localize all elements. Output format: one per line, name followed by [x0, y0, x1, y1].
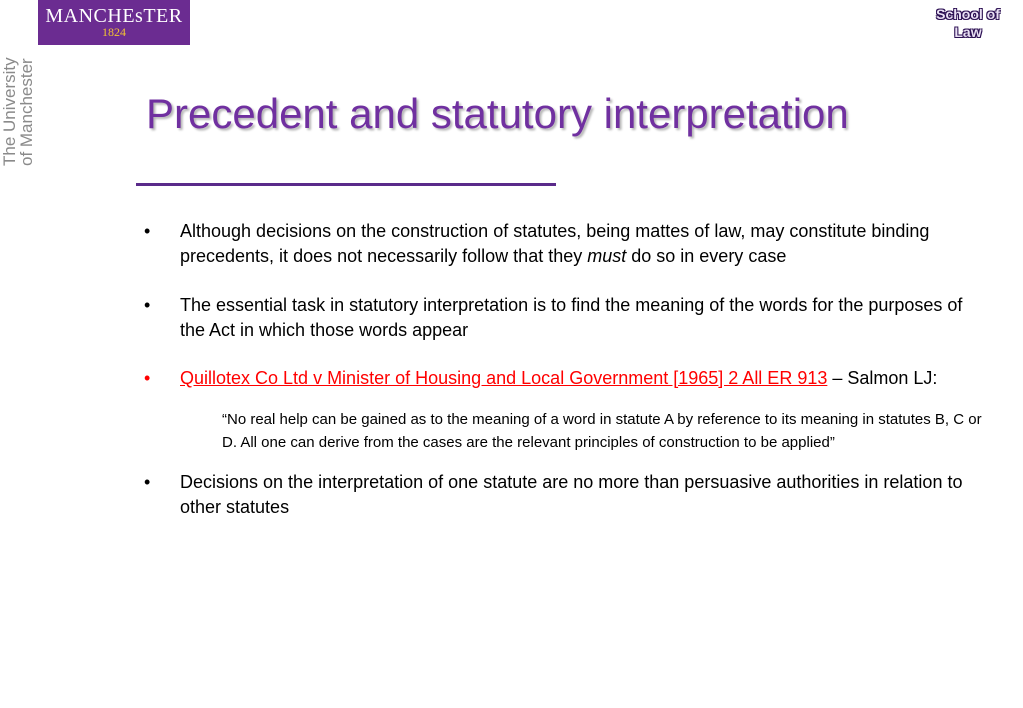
slide-content	[140, 219, 990, 520]
bullet-dot: •	[144, 295, 151, 315]
bullet-emphasis: must	[587, 246, 627, 266]
case-citation-link[interactable]: Quillotex Co Ltd v Minister of Housing and Local Government [1965] 2 All ER 913	[180, 368, 828, 388]
logo-year: 1824	[102, 25, 126, 39]
title-underline	[136, 183, 556, 186]
slide-title: Precedent and statutory interpretation	[146, 90, 849, 137]
bullet-item	[140, 366, 990, 391]
bullet-dot: •	[144, 221, 151, 241]
university-vertical-text	[0, 44, 38, 166]
university-line2: of Manchester	[17, 58, 36, 166]
bullet-item	[140, 219, 990, 269]
bullet-dot: •	[144, 368, 151, 388]
school-of-law-label	[923, 5, 1013, 41]
bullet-item	[140, 293, 990, 343]
logo-name: MANCHEsTER	[45, 5, 183, 27]
manchester-logo	[38, 0, 190, 45]
judicial-quote: “No real help can be gained as to the meaning of a word in statute A by reference to its meaning in statutes B, C or D. All one can derive from the cases are the relevant principles of construction to be applied”	[222, 411, 982, 451]
bullet-text-end: – Salmon LJ:	[827, 368, 938, 388]
bullet-text: The essential task in statutory interpretation is to find the meaning of the words for the purposes of the Act in which those words appear	[180, 295, 963, 340]
school-line1: School of	[936, 6, 1000, 22]
university-line1: The University	[0, 57, 19, 166]
school-line2: Law	[954, 24, 982, 40]
bullet-text: Although decisions on the construction of statutes, being mattes of law, may constitute binding precedents, it does not necessarily follow that they	[180, 221, 930, 266]
bullet-dot: •	[144, 472, 151, 492]
bullet-item	[140, 470, 990, 520]
bullet-text-end: do so in every case	[626, 246, 787, 266]
bullet-text: Decisions on the interpretation of one statute are no more than persuasive authorities in relation to other statutes	[180, 472, 963, 517]
